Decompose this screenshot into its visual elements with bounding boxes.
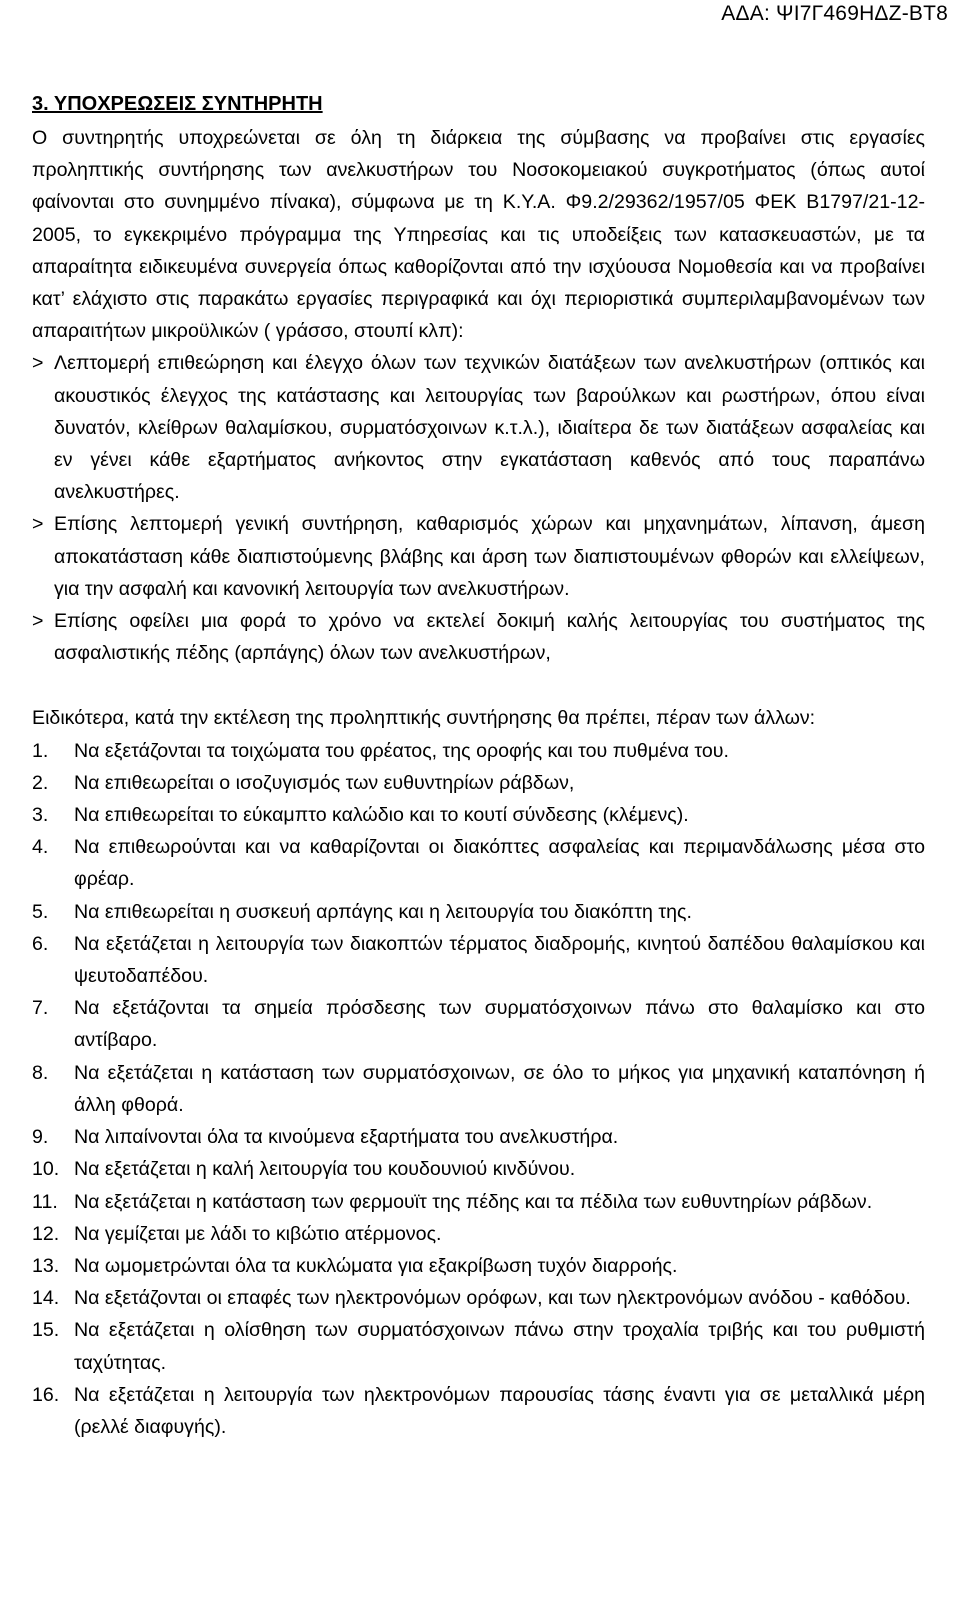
item-number: 3. [32,804,49,827]
item-text: Να εξετάζεται η ολίσθηση των συρματόσχοινων πάνω στην τροχαλία τριβής και του ρυθμιστή ταχύτητας. [74,1319,925,1374]
list-item [32,831,925,895]
item-number: 10. [32,1158,60,1181]
obligations-list [32,347,925,669]
list-item [32,799,925,831]
list-item [32,347,925,508]
section-title: 3. ΥΠΟΧΡΕΩΣΕΙΣ ΣΥΝΤΗΡΗΤΗ [32,93,323,115]
item-text: Να εξετάζονται οι επαφές των ηλεκτρονόμων ορόφων, και των ηλεκτρονόμων ανόδου - καθόδου. [74,1287,911,1310]
intro-paragraph: Ο συντηρητής υποχρεώνεται σε όλη τη διάρκεια της σύμβασης να προβαίνει στις εργασίες προληπτικής συντήρησης των ανελκυστήρων του Νοσοκομειακού συγκροτήματος (όπως αυτοί φαίνονται στο συνημμένο πίνακα), σύμφωνα με τη Κ.Υ.Α. Φ9.2/29362/1957/05 ΦΕΚ Β1797/21-12-2005, το εγκεκριμένο πρόγραμμα της Υπηρεσίας και τις υποδείξεις των κατασκευαστών, με τα απαραίτητα ειδικευμένα συνεργεία όπως καθορίζονται από την ισχύουσα Νομοθεσία και να προβαίνει κατ’ ελάχιστο στις παρακάτω εργασίες περιγραφικά και όχι περιοριστικά συμπεριλαμβανομένων των απαραιτήτων μικροϋλικών ( γράσσο, στουπί κλπ): [32,127,925,343]
list-item [32,1379,925,1443]
list-item [32,605,925,669]
item-text: Να εξετάζεται η λειτουργία των ηλεκτρονόμων παρουσίας τάσης έναντι για σε μεταλλικά μέρη (ρελλέ διαφυγής). [74,1383,925,1438]
item-number: 2. [32,771,49,794]
item-number: 6. [32,932,49,955]
list-item [32,928,925,992]
item-number: 4. [32,836,49,859]
list-item [32,1250,925,1282]
bullet-marker: > [32,513,44,536]
item-text: Να επιθεωρείται ο ισοζυγισμός των ευθυντηρίων ράβδων, [74,771,575,794]
item-number: 9. [32,1126,49,1149]
list-item [32,1282,925,1314]
item-text: Να εξετάζεται η λειτουργία των διακοπτών τέρματος διαδρομής, κινητού δαπέδου θαλαμίσκου και ψευτοδαπέδου. [74,932,925,988]
ada-code: ΑΔΑ: ΨΙ7Γ469ΗΔΖ-ΒΤ8 [721,2,948,25]
item-number: 12. [32,1222,60,1245]
item-text: Να επιθεωρούνται και να καθαρίζονται οι διακόπτες ασφαλείας και περιμανδάλωσης μέσα στο φρέαρ. [74,836,925,891]
item-text: Να εξετάζονται τα σημεία πρόσδεσης των συρματόσχοινων πάνω στο θαλαμίσκο και στο αντίβαρο. [74,997,925,1052]
bullet-text: Λεπτομερή επιθεώρηση και έλεγχο όλων των τεχνικών διατάξεων των ανελκυστήρων (οπτικός και ακουστικός έλεγχος της κατάστασης και λειτουργίας των βαρούλκων και ρωστήρων, όπου είναι δυνατόν, κλείθρων θαλαμίσκου, συρματόσχοινων κ.τ.λ.), ιδιαίτερα δε των διατάξεων ασφαλείας και εν γένει κάθε εξαρτήματος ανήκοντος στην εγκατάσταση καθενός από τους παραπάνω ανελκυστήρες. [54,352,925,504]
item-number: 16. [32,1383,60,1406]
item-text: Να επιθεωρείται η συσκευή αρπάγης και η λειτουργία του διακόπτη της. [74,900,692,923]
list-item [32,508,925,605]
section-body [32,122,925,1443]
item-number: 14. [32,1287,60,1310]
specific-intro: Ειδικότερα, κατά την εκτέλεση της προληπτικής συντήρησης θα πρέπει, πέραν των άλλων: [32,707,816,730]
bullet-marker: > [32,610,44,633]
item-text: Να εξετάζονται τα τοιχώματα του φρέατος, της οροφής και του πυθμένα του. [74,739,729,762]
item-text: Να λιπαίνονται όλα τα κινούμενα εξαρτήματα του ανελκυστήρα. [74,1126,619,1149]
item-text: Να ωμομετρώνται όλα τα κυκλώματα για εξακρίβωση τυχόν διαρροής. [74,1254,678,1277]
list-item [32,767,925,799]
item-text: Να επιθεωρείται το εύκαμπτο καλώδιο και το κουτί σύνδεσης (κλέμενς). [74,804,689,827]
list-item [32,1218,925,1250]
item-number: 11. [32,1190,58,1213]
list-item [32,1153,925,1185]
item-text: Να εξετάζεται η κατάσταση των συρματόσχοινων, σε όλο το μήκος για μηχανική καταπόνηση ή άλλη φθορά. [74,1061,925,1116]
item-number: 8. [32,1061,49,1084]
item-text: Να γεμίζεται με λάδι το κιβώτιο ατέρμονος. [74,1222,442,1245]
list-item [32,992,925,1056]
item-number: 7. [32,997,49,1020]
list-item [32,896,925,928]
list-item [32,1121,925,1153]
bullet-text: Επίσης οφείλει μια φορά το χρόνο να εκτελεί δοκιμή καλής λειτουργίας του συστήματος της ασφαλιστικής πέδης (αρπάγης) όλων των ανελκυστήρων, [54,610,925,665]
item-number: 15. [32,1319,60,1342]
list-item [32,735,925,767]
list-item [32,1186,925,1218]
bullet-marker: > [32,352,44,375]
list-item [32,1314,925,1378]
item-text: Να εξετάζεται η κατάσταση των φερμουϊτ της πέδης και τα πέδιλα των ευθυντηρίων ράβδων. [74,1190,873,1213]
item-number: 1. [32,739,49,762]
item-number: 13. [32,1254,60,1277]
list-item [32,1057,925,1121]
item-text: Να εξετάζεται η καλή λειτουργία του κουδουνιού κινδύνου. [74,1158,576,1181]
spacer [32,669,925,702]
bullet-text: Επίσης λεπτομερή γενική συντήρηση, καθαρισμός χώρων και μηχανημάτων, λίπανση, άμεση αποκατάσταση κάθε διαπιστούμενης βλάβης και άρση των διαπιστουμένων φθορών και ελλείψεων, για την ασφαλή και κανονική λειτουργία των ανελκυστήρων. [54,513,925,600]
tasks-list [32,735,925,1443]
item-number: 5. [32,900,49,923]
